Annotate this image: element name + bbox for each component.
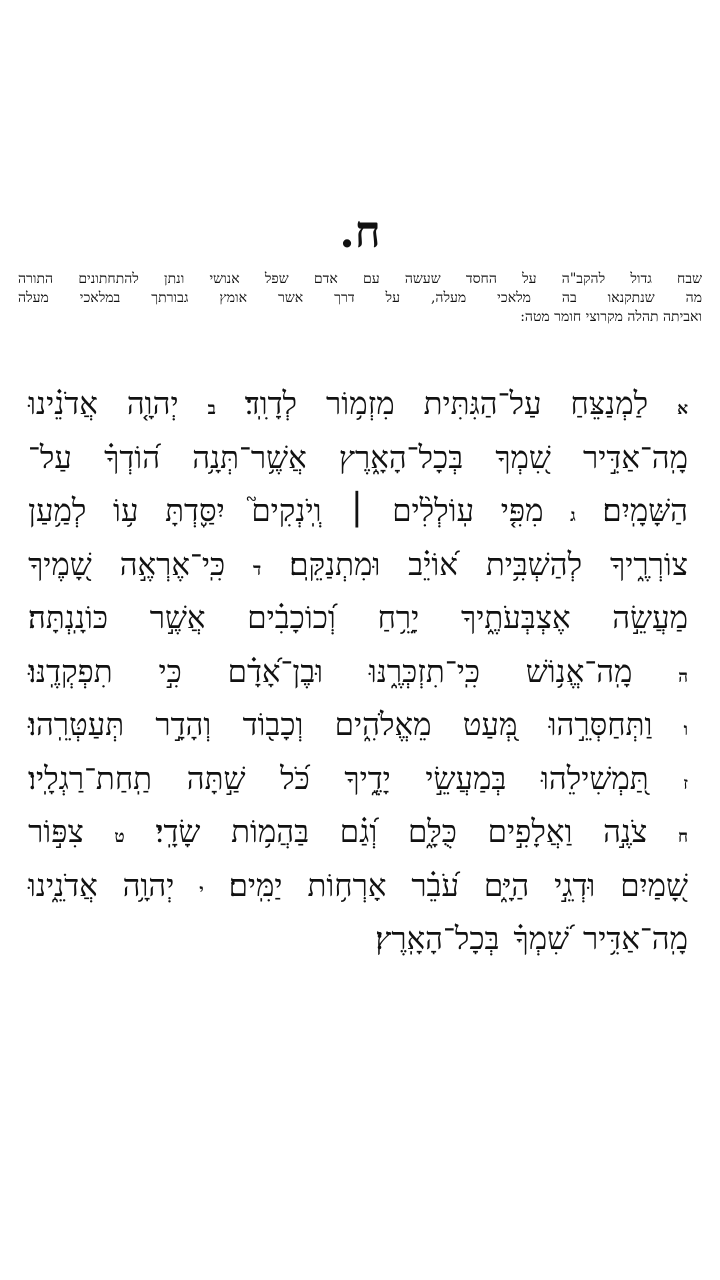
verse-number: ט <box>114 827 125 847</box>
verse-word: וַאֲלָפִ֣ים <box>487 814 573 850</box>
verse-number: ה <box>678 666 688 687</box>
verse-word: כִּֽי־אֶרְאֶ֣ה <box>119 546 226 583</box>
verse-word: שִׁ֝מְךָ֗ <box>513 921 570 957</box>
verse-word: מִזְמ֥וֹר <box>326 386 395 422</box>
verse-number: ח <box>677 827 688 847</box>
verse-number: ב <box>207 399 216 419</box>
verse-word: יְהוָ֥ה <box>122 867 175 904</box>
verse-word: הַיָּ֑ם <box>483 867 530 904</box>
verse-word: וְֽיֹנְקִים֮ <box>251 493 322 529</box>
verse-word: אֲשֶׁ֥ר־תְּנָ֥ה <box>192 439 307 476</box>
verse-word: מִפִּ֤י <box>500 493 544 529</box>
verse-word: שִׁ֭מְךָ <box>495 439 551 476</box>
verse-line <box>28 699 688 753</box>
verse-line <box>28 753 688 807</box>
verse-line <box>28 806 688 860</box>
verse-line <box>28 646 688 700</box>
verse-number: ג <box>570 506 576 526</box>
verse-word: וְ֝כוֹכָבִ֗ים <box>247 600 336 636</box>
commentary-line: מה שנתקנאו בה מלאכי מעלה, על דרך אשר אומץ גבורתך במלאכי מעלה <box>18 290 702 306</box>
verse-word: עֹ֝בֵ֗ר <box>411 867 460 904</box>
verse-word: עֽוֹלְלִ֨ים <box>392 493 475 529</box>
commentary-line: שבח גדול להקב"ה על החסד שעשה עם אדם שפל אנושי ונתן להתחתונים התורה <box>18 271 702 287</box>
verse-word: עַל־הַגִּתִּית <box>423 386 542 422</box>
verse-word: בְּכָל־הָאָֽרֶץ׃ <box>375 921 500 957</box>
commentary-block <box>18 270 702 327</box>
verse-number: ו <box>683 720 688 740</box>
verse-word: אֲשֶׁ֣ר <box>149 600 206 636</box>
verse-word: מֵאֱלֹהִ֑ים <box>334 707 432 743</box>
verse-word: תִפְקְדֶֽנּוּ׃ <box>28 653 113 690</box>
verse-line <box>28 432 688 486</box>
verse-word: וְכָב֖וֹד <box>242 707 304 743</box>
verse-line <box>28 913 688 967</box>
verse-word: לְמַ֥עַן <box>28 493 87 529</box>
verse-word: אֲדֹנֵ֗ינוּ <box>28 386 98 422</box>
verse-word: בְּמַעֲשֵׂ֣י <box>425 760 507 797</box>
verse-line <box>28 378 688 432</box>
verse-line <box>28 539 688 593</box>
verse-number: י <box>199 880 204 901</box>
verse-word: וּבֶן־אָ֝דָ֗ם <box>227 653 324 690</box>
verse-word: שָׂדָֽי׃ <box>155 814 201 850</box>
verse-word: וְ֝גַ֗ם <box>339 814 378 850</box>
verse-word: מְּ֭עַט <box>462 707 518 743</box>
verse-word: הַשָּׁמָֽיִם׃ <box>602 493 688 529</box>
verse-word: יְהוָ֤ה <box>126 386 179 422</box>
verse-word: יַמִּֽים׃ <box>228 867 283 904</box>
verse-word: תַֽחַת־רַגְלָֽיו׃ <box>28 760 153 797</box>
verse-word: צֹנֶ֣ה <box>603 814 648 850</box>
verse-word: תַּ֭מְשִׁילֵהוּ <box>540 760 649 797</box>
verse-word: א֝וֹיֵ֗ב <box>408 546 458 583</box>
verse-word: וְהָדָ֣ר <box>155 707 212 743</box>
verse-word: מָֽה־אֱנ֥וֹשׁ <box>525 653 633 690</box>
verse-word: בַּהֲמ֥וֹת <box>231 814 310 850</box>
verse-word: מַעֲשֵׂ֣ה <box>612 600 688 636</box>
verse-word: לְהַשְׁבִּ֥ית <box>485 546 583 583</box>
verse-word: שָׁ֭מַיִם <box>620 867 688 904</box>
verse-word: וַתְּחַסְּרֵ֣הוּ <box>548 707 653 743</box>
verse-line <box>28 592 688 646</box>
verse-line <box>28 485 688 539</box>
verse-word: שָׁ֭מֶיךָ <box>28 546 92 583</box>
verse-number: א <box>677 399 688 419</box>
verse-number: ד <box>253 559 262 580</box>
paseq-mark: ׀ <box>348 493 366 529</box>
verse-word: לַמְנַצֵּחַ <box>570 386 649 422</box>
verse-word: אֲדֹנֵ֑ינוּ <box>28 867 98 904</box>
verse-line <box>28 860 688 914</box>
psalm-verses <box>28 378 688 967</box>
verse-word: כִּ֣י <box>158 653 182 690</box>
verse-word: בְּכָל־הָאָ֑רֶץ <box>338 439 464 476</box>
verse-word: כֻּלָּ֑ם <box>407 814 457 850</box>
verse-word: מָֽה־אַדִּ֣יר <box>583 439 688 476</box>
chapter-heading: ח. <box>339 207 381 258</box>
verse-word: עַל־ <box>28 439 72 476</box>
verse-word: צִפּ֣וֹר <box>28 814 84 850</box>
verse-word: ע֥וֹ <box>113 493 139 529</box>
verse-word: וּמִתְנַקֵּֽם׃ <box>289 546 381 583</box>
verse-word: וּדְגֵ֣י <box>554 867 596 904</box>
verse-word: ה֝וֹדְךָ֗ <box>104 439 161 476</box>
commentary-line: ואביתה תהלה מקרוצי חומר מטה: <box>520 309 702 325</box>
verse-word: יָרֵ֥חַ <box>377 600 420 636</box>
verse-word: יִסַּ֪דְתָּ <box>165 493 225 529</box>
verse-word: מָֽה־אַדִּ֥יר <box>583 921 688 957</box>
verse-word: לְדָוִֽד׃ <box>244 386 298 422</box>
verse-word: אָרְח֥וֹת <box>307 867 387 904</box>
verse-word: אֶצְבְּעֹתֶ֑יךָ <box>460 600 571 636</box>
verse-word: שַׁ֣תָּה <box>186 760 246 797</box>
verse-word: כִּֽי־תִזְכְּרֶ֑נּוּ <box>368 653 480 690</box>
verse-word: צוֹרְרֶ֑יךָ <box>610 546 688 583</box>
verse-word: כּוֹנָֽנְתָּה׃ <box>28 600 109 636</box>
verse-word: כֹּ֝ל <box>280 760 310 797</box>
verse-word: תְּעַטְּרֵֽהוּ׃ <box>28 707 125 743</box>
verse-word: יָדֶ֑יךָ <box>344 760 391 797</box>
verse-number: ז <box>683 773 688 794</box>
